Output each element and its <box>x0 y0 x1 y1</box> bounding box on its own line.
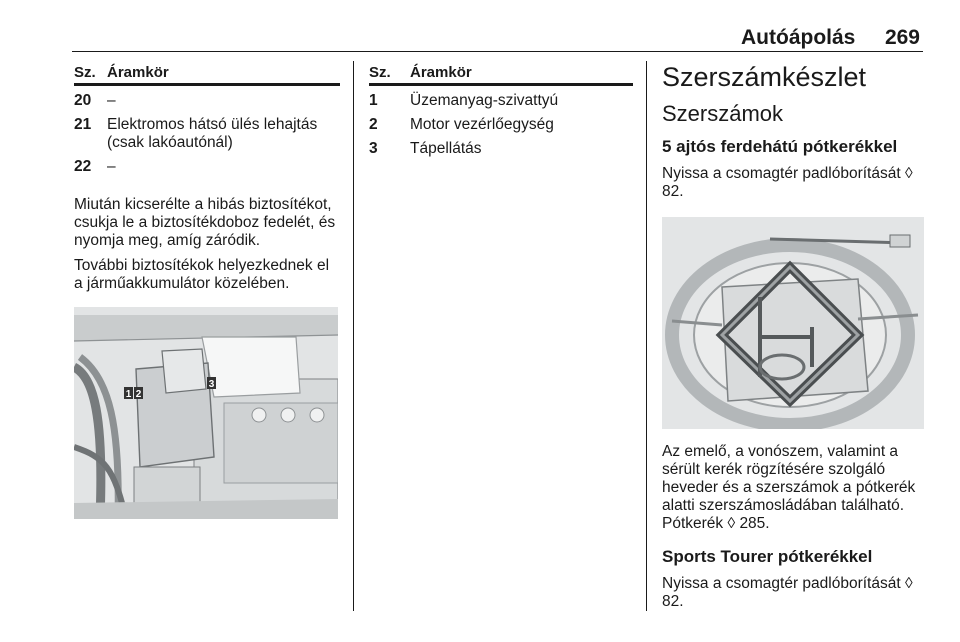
row-num: 2 <box>369 116 378 133</box>
table-row <box>74 116 340 152</box>
hatchback-heading: 5 ajtós ferdehátú pótkerékkel <box>662 137 898 156</box>
table-row <box>74 158 340 176</box>
subsection-heading: Szerszámok <box>662 101 784 126</box>
row-text: Elektromos hátsó ülés lehajtás (csak lakóautónál) <box>107 116 318 151</box>
info-paragraph: További biztosítékok helyezkednek el a járműakkumulátor közelében. <box>74 257 330 292</box>
sports-tourer-heading: Sports Tourer pótkerékkel <box>662 547 873 566</box>
row-text: Üzemanyag-szivattyú <box>410 92 559 109</box>
row-text: – <box>107 158 116 175</box>
table-row <box>369 140 633 158</box>
header-num: Sz. <box>369 64 391 81</box>
fuse-label-3: 3 <box>208 379 215 390</box>
open-floor-paragraph: Nyissa a csomagtér padlóborítását ◊ 82. <box>662 165 913 200</box>
open-floor-paragraph-2: Nyissa a csomagtér padlóborítását ◊ 82. <box>662 575 913 610</box>
header-num: Sz. <box>74 64 96 81</box>
column-divider <box>353 61 354 611</box>
middle-table-header <box>369 64 633 86</box>
table-row <box>369 92 633 110</box>
row-num: 1 <box>369 92 378 109</box>
table-row <box>369 116 633 134</box>
battery-fuse-figure <box>74 307 338 519</box>
row-num: 22 <box>74 158 92 175</box>
row-num: 3 <box>369 140 378 157</box>
chapter-title: Autóápolás <box>741 26 856 49</box>
row-text: Motor vezérlőegység <box>410 116 554 133</box>
header-rule <box>72 51 923 52</box>
section-heading: Szerszámkészlet <box>662 62 867 92</box>
toolkit-illustration <box>662 217 924 429</box>
middle-column <box>369 64 633 158</box>
row-text: – <box>107 92 116 109</box>
left-column <box>74 64 340 519</box>
row-text: Tápellátás <box>410 140 482 157</box>
column-divider <box>646 61 647 611</box>
instruction-paragraph: Miután kicserélte a hibás biztosítékot, csukja le a biztosítékdoboz fedelét, és nyomja meg, amíg záródik. <box>74 196 336 249</box>
fuse-label-2: 2 <box>135 389 142 400</box>
battery-fuse-illustration <box>74 307 338 519</box>
row-num: 21 <box>74 116 92 133</box>
left-table-header <box>74 64 340 86</box>
header-circuit: Áramkör <box>410 64 472 81</box>
toolkit-figure <box>662 217 924 429</box>
table-row <box>74 92 340 110</box>
right-column <box>662 64 924 611</box>
row-num: 20 <box>74 92 92 109</box>
page-number: 269 <box>884 26 920 49</box>
fuse-label-1: 1 <box>125 389 132 400</box>
toolkit-paragraph: Az emelő, a vonószem, valamint a sérült kerék rögzítésére szolgáló heveder és a szerszámok a pótkerék alatti szerszámosládában található. Pótkerék ◊ 285. <box>662 443 916 532</box>
header-circuit: Áramkör <box>107 64 169 81</box>
